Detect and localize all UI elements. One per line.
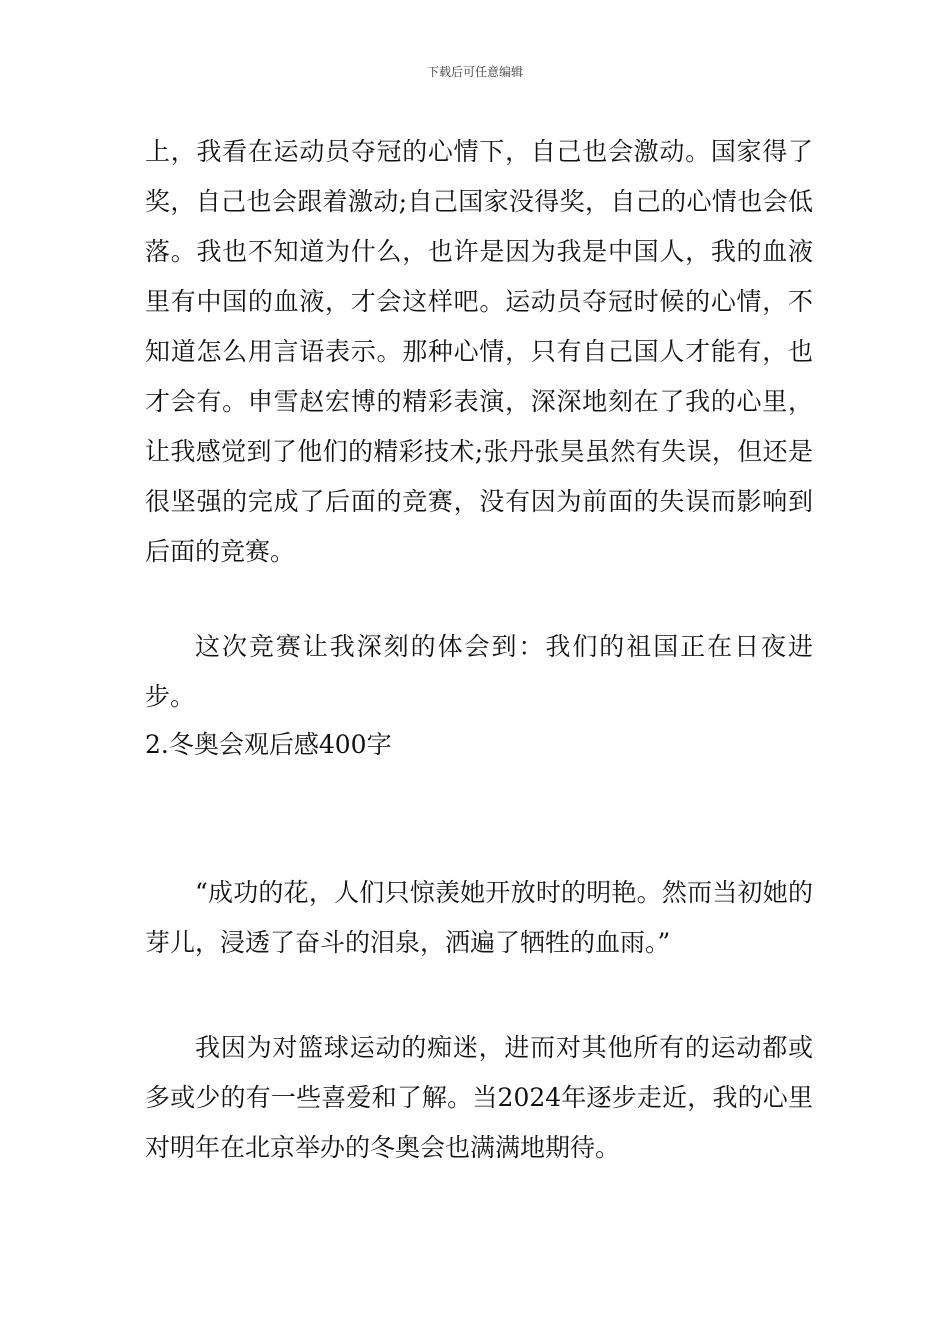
paragraph-2: 这次竞赛让我深刻的体会到：我们的祖国正在日夜进步。 (145, 632, 813, 711)
page-header-note: 下载后可任意编辑 (426, 65, 523, 79)
paragraph-4: 我因为对篮球运动的痴迷，进而对其他所有的运动都或多或少的有一些喜爱和了解。当2024年逐步走近，我的心里对明年在北京举办的冬奥会也满满地期待。 (145, 1033, 813, 1162)
paragraph-1: 上，我看在运动员夺冠的心情下，自己也会激动。国家得了奖，自己也会跟着激动;自己国家没得奖，自己的心情也会低落。我也不知道为什么，也许是因为我是中国人，我的血液里有中国的血液，才会这样吧。运动员夺冠时候的心情，不知道怎么用言语表示。那种心情，只有自己国人才能有，也才会有。申雪赵宏博的精彩表演，深深地刻在了我的心里，让我感觉到了他们的精彩技术;张丹张昊虽然有失误，但还是很坚强的完成了后面的竞赛，没有因为前面的失误而影响到后面的竞赛。 (145, 137, 813, 566)
paragraph-3-quote: “成功的花，人们只惊羡她开放时的明艳。然而当初她的芽儿，浸透了奋斗的泪泉，洒遍了牺牲的血雨。” (145, 878, 813, 957)
section-heading: 2.冬奥会观后感400字 (145, 730, 392, 759)
